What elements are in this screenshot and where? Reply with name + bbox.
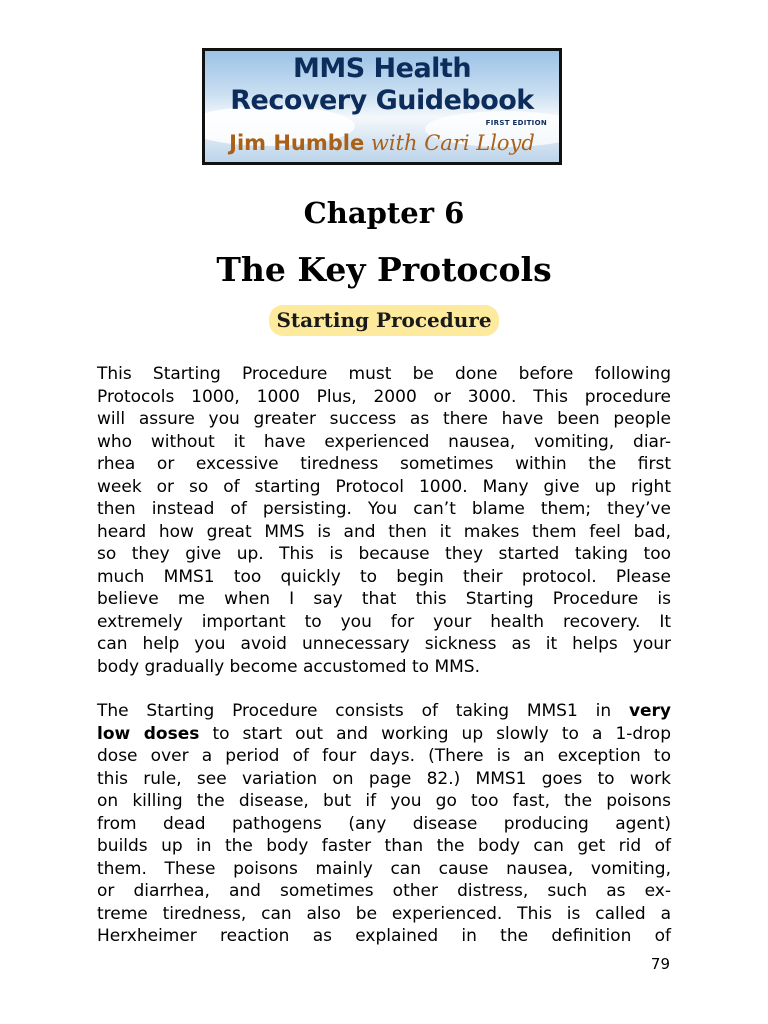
text-line: treme tiredness, can also be experienced. This is called a bbox=[97, 903, 671, 924]
text-line: Protocols 1000, 1000 Plus, 2000 or 3000. This procedure bbox=[97, 386, 671, 407]
text-line: week or so of starting Protocol 1000. Many give up right bbox=[97, 476, 671, 497]
text-line: from dead pathogens (any disease producing agent) bbox=[97, 813, 671, 834]
body-text bbox=[97, 363, 671, 948]
text-line: dose over a period of four days. (There is an exception to bbox=[97, 746, 671, 766]
text-line: can help you avoid unnecessary sickness as it helps your bbox=[97, 634, 671, 654]
text-line: This Starting Procedure must be done before following bbox=[97, 364, 671, 384]
text-line: builds up in the body faster than the body can get rid of bbox=[97, 836, 671, 856]
text-line: rhea or excessive tiredness sometimes within the first bbox=[97, 454, 671, 474]
text-line: or diarrhea, and sometimes other distress, such as ex- bbox=[97, 881, 671, 901]
text-line: who without it have experienced nausea, vomiting, diar- bbox=[97, 431, 671, 452]
paragraph-2 bbox=[97, 700, 671, 948]
banner-authors bbox=[205, 131, 559, 155]
chapter-number: Chapter 6 bbox=[303, 196, 465, 230]
text-line: so they give up. This is because they started taking too bbox=[97, 544, 671, 564]
text-line: then instead of persisting. You can’t blame them; they’ve bbox=[97, 499, 671, 519]
text-line: Herxheimer reaction as explained in the definition of bbox=[97, 926, 671, 946]
text-line: extremely important to you for your health recovery. It bbox=[97, 611, 671, 632]
text-line: heard how great MMS is and then it makes them feel bad, bbox=[97, 521, 671, 542]
bold-text: very bbox=[628, 701, 672, 721]
banner-title-line2: Recovery Guidebook bbox=[230, 85, 534, 116]
text-line: believe me when I say that this Starting Procedure is bbox=[97, 589, 671, 609]
author-main: Jim Humble bbox=[229, 131, 365, 155]
text-line: will assure you greater success as there have been people bbox=[97, 409, 671, 429]
paragraph-1 bbox=[97, 363, 671, 678]
section-heading-wrap bbox=[0, 305, 768, 336]
page-number: 79 bbox=[650, 955, 670, 973]
text-segment: to start out and working up slowly to a 1-drop bbox=[212, 723, 671, 744]
text-line: much MMS1 too quickly to begin their protocol. Please bbox=[97, 566, 671, 587]
text-line: them. These poisons mainly can cause nausea, vomiting, bbox=[97, 858, 671, 879]
chapter-title: The Key Protocols bbox=[216, 250, 552, 289]
section-heading: Starting Procedure bbox=[269, 305, 498, 336]
text-segment: The Starting Procedure consists of taking MMS1 in bbox=[97, 701, 612, 721]
book-cover-banner bbox=[202, 48, 562, 165]
text-line bbox=[97, 723, 671, 746]
author-co: with Cari Lloyd bbox=[370, 131, 535, 155]
text-line: on killing the disease, but if you go too fast, the poisons bbox=[97, 791, 671, 811]
banner-edition: FIRST EDITION bbox=[485, 119, 547, 127]
bold-text: low doses bbox=[97, 723, 200, 744]
text-line bbox=[97, 700, 671, 723]
text-line: body gradually become accustomed to MMS. bbox=[97, 656, 480, 677]
text-line: this rule, see variation on page 82.) MMS1 goes to work bbox=[97, 768, 671, 789]
banner-title-line1: MMS Health bbox=[292, 53, 472, 84]
